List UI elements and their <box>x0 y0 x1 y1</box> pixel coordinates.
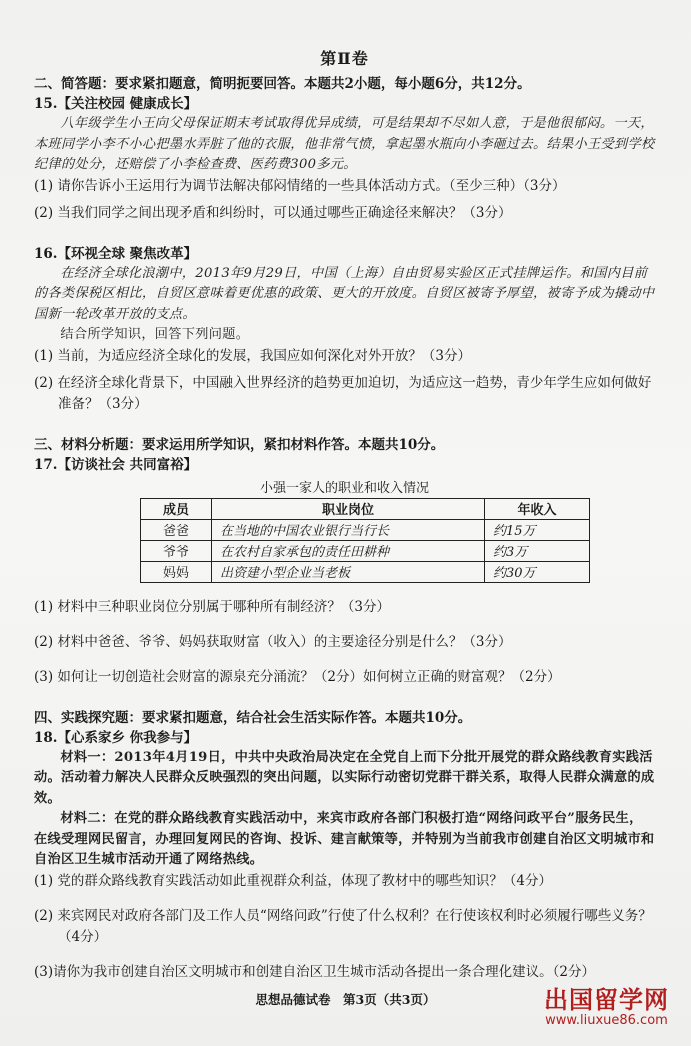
section3-heading: 三、材料分析题：要求运用所学知识，紧扣材料作答。本题共10分。 <box>34 436 445 453</box>
table-header-job: 职业岗位 <box>212 498 485 519</box>
watermark <box>544 986 669 1028</box>
q17-sub3: (3) 如何让一切创造社会财富的源泉充分涌流？（2分）如何树立正确的财富观？（2分） <box>34 668 561 685</box>
table-cell: 约3万 <box>485 540 590 561</box>
section4-heading: 四、实践探究题：要求紧扣题意，结合社会生活实际作答。本题共10分。 <box>34 709 472 726</box>
watermark-url: www.liuxue86.com <box>545 1013 668 1028</box>
table-cell: 在当地的中国农业银行当行长 <box>212 519 485 540</box>
table-header-income: 年收入 <box>485 498 590 519</box>
q16-material: 在经济全球化浪潮中，2013年9月29日，中国（上海）自由贸易实验区正式挂牌运作。和国内目前的各类保税区相比，自贸区意味着更优惠的政策、更大的开放度。自贸区被寄予厚望，被寄予成为撬动中国新一轮改革开放的支点。 <box>34 265 655 322</box>
q15-title: 15.【关注校园 健康成长】 <box>34 96 198 112</box>
table-caption: 小强一家人的职业和收入情况 <box>259 480 429 496</box>
q17-sub1: (1) 材料中三种职业岗位分别属于哪种所有制经济？（3分） <box>34 598 391 615</box>
table-cell: 爷爷 <box>141 540 212 561</box>
q15-sub1: (1) 请你告诉小王运用行为调节法解决郁闷情绪的一些具体活动方式。（至少三种）（3分） <box>34 177 566 194</box>
q18-sub2: (2) 来宾网民对政府各部门及工作人员“网络问政”行使了什么权利？在行使该权利时必须履行哪些义务？（4分） <box>34 907 652 945</box>
q16-title: 16.【环视全球 聚焦改革】 <box>34 245 198 262</box>
table-cell: 出资建小型企业当老板 <box>212 561 485 582</box>
table-row <box>141 519 590 540</box>
table-cell: 在农村自家承包的责任田耕种 <box>212 540 485 561</box>
q15-sub2: (2) 当我们同学之间出现矛盾和纠纷时，可以通过哪些正确途径来解决？（3分） <box>34 204 512 221</box>
table-row <box>141 540 590 561</box>
q18-title: 18.【心系家乡 你我参与】 <box>34 729 198 746</box>
table-cell: 爸爸 <box>141 519 212 540</box>
table-cell: 约30万 <box>485 561 590 582</box>
q17-title: 17.【访谈社会 共同富裕】 <box>34 456 198 473</box>
section2-heading: 二、简答题：要求紧扣题意，简明扼要回答。本题共2小题，每小题6分，共12分。 <box>34 76 531 92</box>
q16-sub1: (1) 当前，为适应经济全球化的发展，我国应如何深化对外开放？（3分） <box>34 347 472 364</box>
volume-title: 第Ⅱ卷 <box>320 49 369 68</box>
table-header-member: 成员 <box>141 498 212 519</box>
q16-sub2: (2) 在经济全球化背景下，中国融入世界经济的趋势更加迫切，为适应这一趋势，青少年学生应如何做好准备？（3分） <box>34 374 652 412</box>
table-header-row <box>141 498 590 519</box>
q18-material2: 材料二：在党的群众路线教育实践活动中，来宾市政府各部门积极打造“网络问政平台”服务民生，在线受理网民留言，办理回复网民的咨询、投诉、建言献策等，并特别为当前我市创建自治区文明城市和自治区卫生城市活动开通了网络热线。 <box>34 811 655 867</box>
q18-sub1: (1) 党的群众路线教育实践活动如此重视群众利益，体现了教材中的哪些知识？（4分） <box>34 872 553 889</box>
q15-material: 八年级学生小王向父母保证期末考试取得优异成绩，可是结果却不尽如人意，于是他很郁闷。一天，本班同学小李不小心把墨水弄脏了他的衣服，他非常气愤，拿起墨水瓶向小李砸过去。结果小王受到学校纪律的处分，还赔偿了小李检查费、医药费300多元。 <box>34 116 655 172</box>
table-cell: 妈妈 <box>141 561 212 582</box>
q18-material1: 材料一：2013年4月19日，中共中央政治局决定在全党自上而下分批开展党的群众路线教育实践活动。活动着力解决人民群众反映强烈的突出问题，以实际行动密切党群干群关系，取得人民群众满意的成效。 <box>34 749 655 806</box>
table-cell: 约15万 <box>485 519 590 540</box>
page-footer: 思想品德试卷 第3页（共3页） <box>255 992 436 1007</box>
q18-sub3: (3)请你为我市创建自治区文明城市和创建自治区卫生城市活动各提出一条合理化建议。（2分） <box>34 963 595 980</box>
table-row <box>141 561 590 582</box>
q16-prompt: 结合所学知识，回答下列问题。 <box>60 327 250 342</box>
income-table <box>140 498 590 583</box>
watermark-title: 出国留学网 <box>544 986 669 1014</box>
q17-sub2: (2) 材料中爸爸、爷爷、妈妈获取财富（收入）的主要途径分别是什么？（3分） <box>34 633 512 650</box>
